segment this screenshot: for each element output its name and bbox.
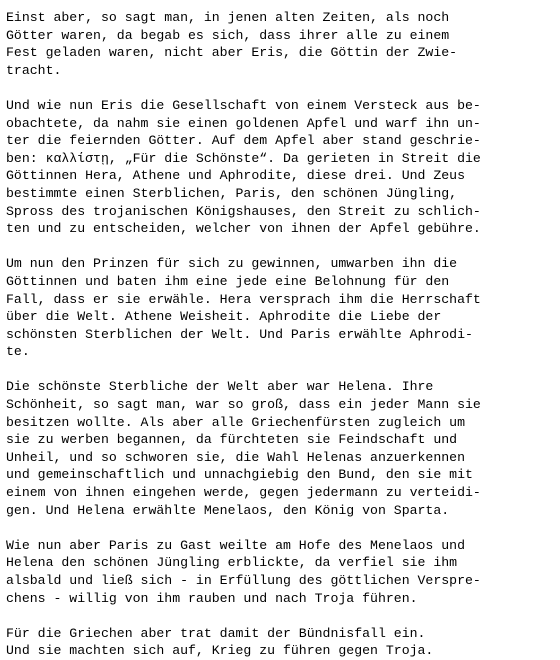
text-line: Fall, dass er sie erwähle. Hera versprach ihm die Herrschaft bbox=[6, 291, 481, 307]
text-line: Göttinnen Hera, Athene und Aphrodite, diese drei. Und Zeus bbox=[6, 168, 465, 184]
text-line: ben: καλλίστῃ, „Für die Schönste“. Da gerieten in Streit die bbox=[6, 150, 481, 166]
text-line: Und sie machten sich auf, Krieg zu führen gegen Troja. bbox=[6, 643, 434, 659]
text-line: Unheil, und so schworen sie, die Wahl Helenas anzuerkennen bbox=[6, 449, 465, 465]
document-body bbox=[6, 9, 558, 660]
text-line: Einst aber, so sagt man, in jenen alten Zeiten, als noch bbox=[6, 10, 450, 25]
text-line: besitzen wollte. Als aber alle Griechenfürsten zugleich um bbox=[6, 414, 465, 430]
text-line: Und wie nun Eris die Gesellschaft von einem Versteck aus be- bbox=[6, 97, 481, 113]
text-line: bestimmte einen Sterblichen, Paris, den schönen Jüngling, bbox=[6, 185, 458, 201]
text-line: gen. Und Helena erwählte Menelaos, den König von Sparta. bbox=[6, 502, 450, 518]
text-line: einem von ihnen eingehen werde, gegen jedermann zu verteidi- bbox=[6, 485, 481, 501]
text-line: chens - willig von ihm rauben und nach Troja führen. bbox=[6, 590, 418, 606]
text-line: und gemeinschaftlich und unnachgiebig den Bund, den sie mit bbox=[6, 467, 473, 483]
text-line: Helena den schönen Jüngling erblickte, da verfiel sie ihm bbox=[6, 555, 458, 571]
text-line: ten und zu entscheiden, welcher von ihnen der Apfel gebühre. bbox=[6, 221, 481, 237]
text-line: schönsten Sterblichen der Welt. Und Paris erwählte Aphrodi- bbox=[6, 326, 473, 342]
paragraph-judgement-of-paris bbox=[6, 255, 558, 361]
text-line: ter die feiernden Götter. Auf dem Apfel aber stand geschrie- bbox=[6, 133, 481, 149]
text-line: Wie nun aber Paris zu Gast weilte am Hofe des Menelaos und bbox=[6, 537, 465, 553]
text-line: über die Welt. Athene Weisheit. Aphrodite die Liebe der bbox=[6, 309, 442, 325]
paragraph-war bbox=[6, 625, 558, 660]
paragraph-abduction bbox=[6, 537, 558, 607]
text-line: obachtete, da nahm sie einen goldenen Apfel und warf ihn un- bbox=[6, 115, 481, 131]
text-line: Um nun den Prinzen für sich zu gewinnen, umwarben ihn die bbox=[6, 256, 458, 272]
paragraph-helena-oath bbox=[6, 378, 558, 519]
paragraph-eris-not-invited bbox=[6, 9, 558, 79]
text-line: tracht. bbox=[6, 62, 62, 78]
text-line: Göttinnen und baten ihm eine jede eine Belohnung für den bbox=[6, 273, 450, 289]
paragraph-golden-apple bbox=[6, 97, 558, 238]
text-line: alsbald und ließ sich - in Erfüllung des göttlichen Verspre- bbox=[6, 573, 481, 588]
text-line: Götter waren, da begab es sich, dass ihrer alle zu einem bbox=[6, 27, 450, 43]
text-line: te. bbox=[6, 344, 30, 360]
text-line: Schönheit, so sagt man, war so groß, dass ein jeder Mann sie bbox=[6, 397, 481, 413]
text-line: Fest geladen waren, nicht aber Eris, die Göttin der Zwie- bbox=[6, 45, 458, 61]
text-line: Die schönste Sterbliche der Welt aber war Helena. Ihre bbox=[6, 379, 434, 395]
text-line: Für die Griechen aber trat damit der Bündnisfall ein. bbox=[6, 625, 426, 641]
text-line: Spross des trojanischen Königshauses, den Streit zu schlich- bbox=[6, 203, 481, 219]
text-line: sie zu werben begannen, da fürchteten sie Feindschaft und bbox=[6, 432, 458, 448]
